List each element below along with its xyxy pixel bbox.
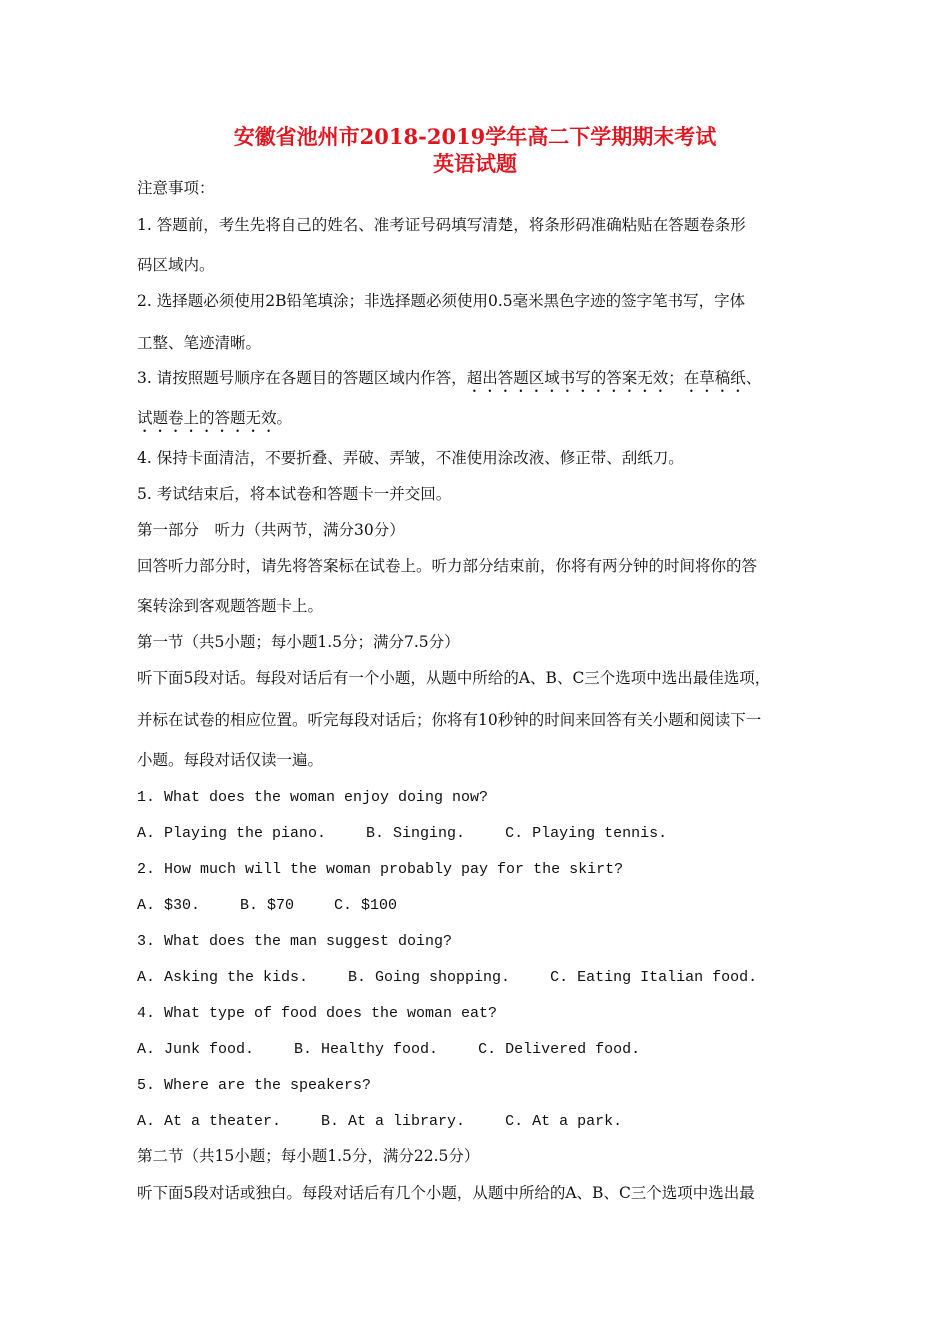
question-3-option-b: B. Going shopping. xyxy=(348,969,511,986)
question-2-text: 2. How much will the woman probably pay for the skirt? xyxy=(137,861,624,878)
exam-title-line1: 安徽省池州市2018-2019学年高二下学期期末考试 xyxy=(233,124,717,149)
question-5-option-c: C. At a park. xyxy=(505,1113,623,1130)
question-3-option-c: C. Eating Italian food. xyxy=(550,969,758,986)
question-3-text: 3. What does the man suggest doing? xyxy=(137,933,453,950)
question-2-option-b: B. $70 xyxy=(240,897,295,914)
note-3-line-b xyxy=(137,408,292,436)
question-1-options xyxy=(137,824,667,844)
question-4-text: 4. What type of food does the woman eat? xyxy=(137,1005,498,1022)
note-4: 4. 保持卡面清洁，不要折叠、弄破、弄皱，不准使用涂改液、修正带、刮纸刀。 xyxy=(137,449,684,467)
question-2-option-c: C. $100 xyxy=(334,897,398,914)
section2-intro-a: 听下面5段对话或独白。每段对话后有几个小题，从题中所给的A、B、C三个选项中选出最 xyxy=(137,1184,755,1202)
question-1-option-b: B. Singing. xyxy=(366,825,466,842)
note-3-emphasized-text: 超出答题区域书写的答案无效；在草稿纸、 xyxy=(466,369,762,387)
question-5-option-a: A. At a theater. xyxy=(137,1113,282,1130)
part1-intro-b: 案转涂到客观题答题卡上。 xyxy=(137,597,324,615)
question-5-options xyxy=(137,1112,622,1132)
section1-intro-c: 小题。每段对话仅读一遍。 xyxy=(137,751,324,769)
question-5-text: 5. Where are the speakers? xyxy=(137,1077,372,1094)
question-4-option-b: B. Healthy food. xyxy=(294,1041,439,1058)
question-1-option-a: A. Playing the piano. xyxy=(137,825,327,842)
question-4-option-a: A. Junk food. xyxy=(137,1041,255,1058)
note-1-line-a: 1. 答题前，考生先将自己的姓名、准考证号码填写清楚，将条形码准确粘贴在答题卷条形 xyxy=(137,216,746,234)
notes-heading: 注意事项： xyxy=(137,179,215,197)
note-2-line-a: 2. 选择题必须使用2B铅笔填涂；非选择题必须使用0.5毫米黑色字迹的签字笔书写，字体 xyxy=(137,292,746,310)
part1-intro-a: 回答听力部分时，请先将答案标在试卷上。听力部分结束前，你将有两分钟的时间将你的答 xyxy=(137,557,758,575)
question-3-options xyxy=(137,968,757,988)
section1-intro-b: 并标在试卷的相应位置。听完每段对话后；你将有10秒钟的时间来回答有关小题和阅读下一 xyxy=(137,711,762,729)
question-1-text: 1. What does the woman enjoy doing now? xyxy=(137,789,489,806)
note-3-emphasized-text-b: 试题卷上的答题无效。 xyxy=(137,409,293,427)
question-4-option-c: C. Delivered food. xyxy=(478,1041,641,1058)
note-3-line-a xyxy=(137,368,761,396)
question-1-option-c: C. Playing tennis. xyxy=(505,825,668,842)
question-2-options xyxy=(137,896,397,916)
question-4-options xyxy=(137,1040,640,1060)
question-5-option-b: B. At a library. xyxy=(321,1113,466,1130)
note-1-line-b: 码区域内。 xyxy=(137,256,215,274)
exam-title-line2: 英语试题 xyxy=(433,151,517,176)
note-3-plain-text: 3. 请按照题号顺序在各题目的答题区域内作答， xyxy=(137,369,467,387)
question-2-option-a: A. $30. xyxy=(137,897,201,914)
note-2-line-b: 工整、笔迹清晰。 xyxy=(137,334,262,352)
question-3-option-a: A. Asking the kids. xyxy=(137,969,309,986)
section2-heading: 第二节（共15小题；每小题1.5分，满分22.5分） xyxy=(137,1147,480,1165)
note-5: 5. 考试结束后，将本试卷和答题卡一并交回。 xyxy=(137,485,452,503)
part1-heading: 第一部分 听力（共两节，满分30分） xyxy=(137,521,405,539)
section1-intro-a: 听下面5段对话。每段对话后有一个小题，从题中所给的A、B、C三个选项中选出最佳选项， xyxy=(137,669,771,687)
section1-heading: 第一节（共5小题；每小题1.5分；满分7.5分） xyxy=(137,633,460,651)
